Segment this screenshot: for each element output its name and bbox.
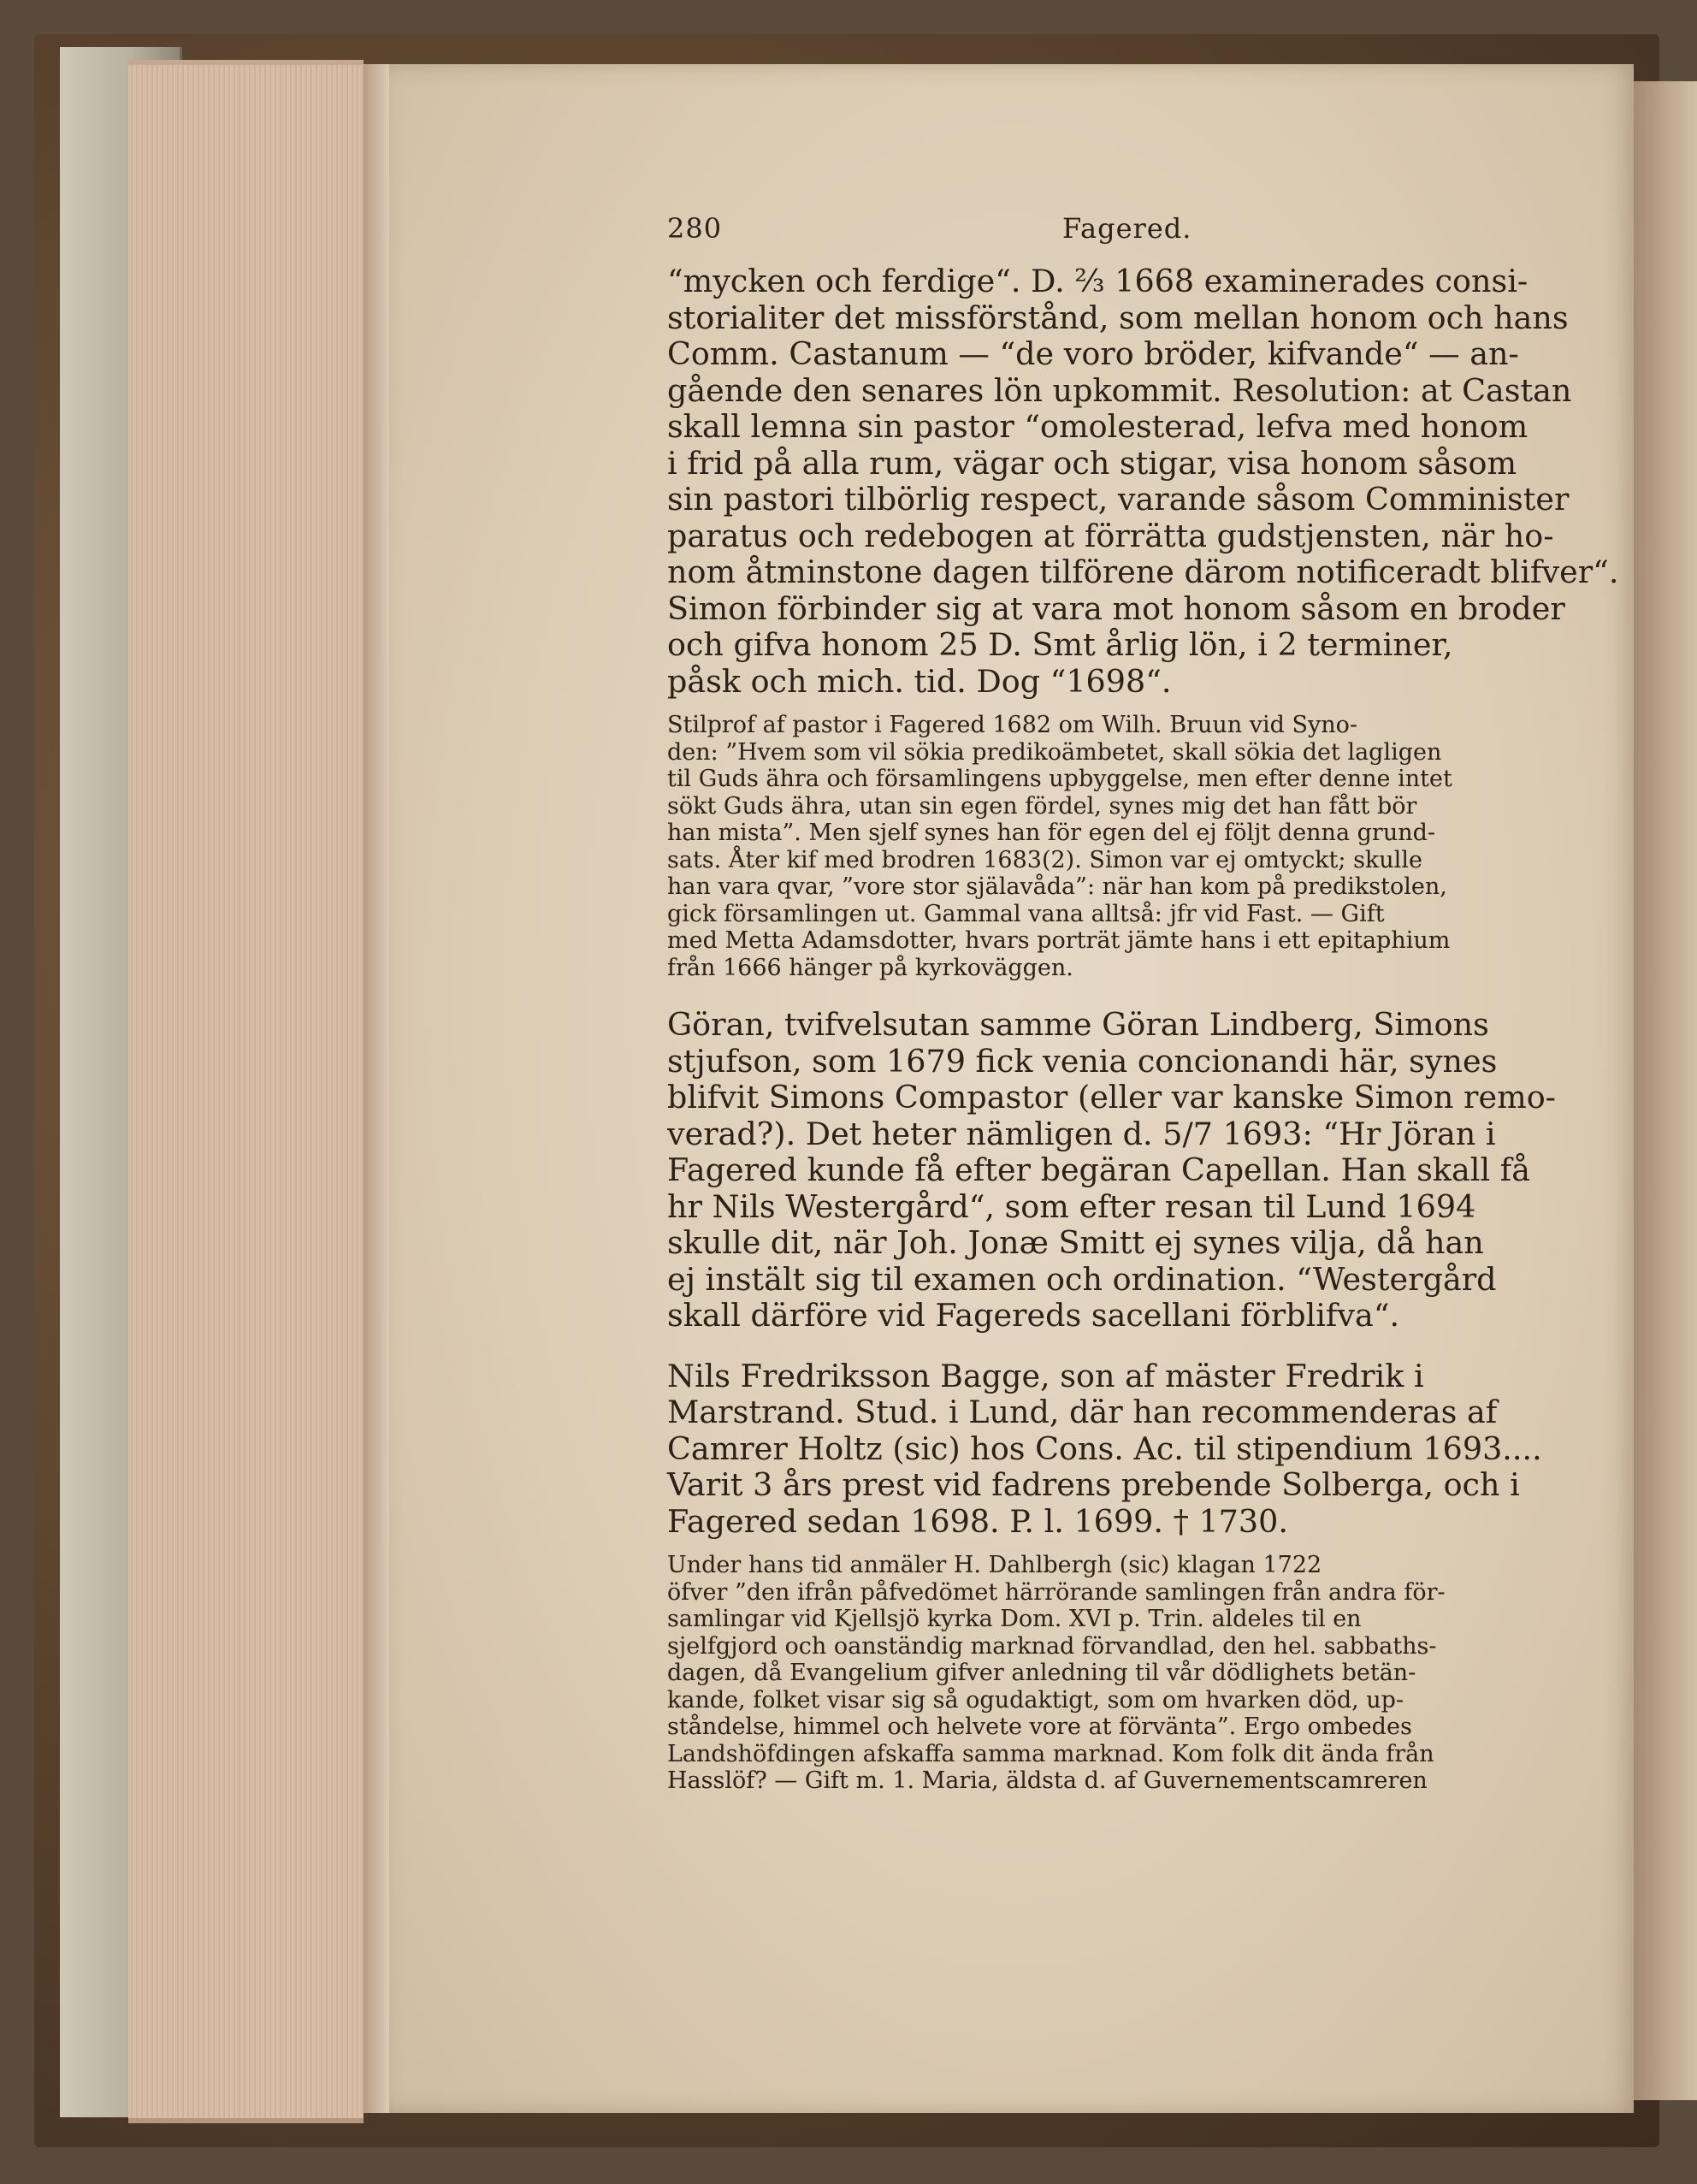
note-line: han mista”. Men sjelf synes han för egen del ej följt denna grund- [667, 820, 1436, 846]
text-line: Nils Fredriksson Bagge, son af mäster Fredrik i [667, 1357, 1424, 1394]
text-line: Marstrand. Stud. i Lund, där han recommenderas af [667, 1394, 1498, 1430]
paragraph-goran [667, 1007, 1574, 1335]
text-line: ej instält sig til examen och ordination. “Westergård [667, 1260, 1497, 1298]
note-line: sjelfgjord och oanständig marknad förvandlad, den hel. sabbaths- [667, 1632, 1437, 1660]
note-line: Hasslöf? — Gift m. 1. Maria, äldsta d. af Guvernementscamreren [667, 1767, 1428, 1794]
note-line: gick församlingen ut. Gammal vana alltså: jfr vid Fast. — Gift [667, 900, 1385, 927]
text-line: skall lemna sin pastor “omolesterad, lefva med honom [667, 408, 1528, 445]
spacer [667, 1335, 1574, 1358]
text-line: sin pastori tilbörlig respect, varande såsom Comminister [667, 481, 1570, 518]
page-block-edge [128, 60, 364, 2123]
note-line: sökt Guds ähra, utan sin egen fördel, synes mig det han fått bör [667, 792, 1417, 820]
text-line: “mycken och ferdige“. D. ⅔ 1668 examinerades consi- [667, 263, 1528, 299]
note-line: från 1666 hänger på kyrkoväggen. [667, 954, 1073, 981]
note-nils [667, 1552, 1574, 1795]
text-line: Varit 3 års prest vid fadrens prebende Solberga, och i [667, 1466, 1520, 1503]
page-number: 280 [667, 212, 723, 245]
text-line: Comm. Castanum — “de voro bröder, kifvande“ — an- [667, 335, 1519, 372]
text-line: verad?). Det heter nämligen d. 5/7 1693: “Hr Jöran i [667, 1115, 1496, 1152]
note-line: öfver ”den ifrån påfvedömet härrörande samlingen från andra för- [667, 1578, 1446, 1606]
text-line: blifvit Simons Compastor (eller var kanske Simon remo- [667, 1079, 1557, 1116]
text-line: och gifva honom 25 D. Smt årlig lön, i 2 terminer, [667, 626, 1453, 663]
note-simon [667, 712, 1574, 981]
note-line: ståndelse, himmel och helvete vore at förvänta”. Ergo ombedes [667, 1713, 1412, 1740]
note-line: Under hans tid anmäler H. Dahlbergh (sic) klagan 1722 [667, 1552, 1322, 1578]
text-line: gående den senares lön upkommit. Resolution: at Castan [667, 371, 1572, 409]
note-line: Stilprof af pastor i Fagered 1682 om Wilh. Bruun vid Syno- [667, 712, 1357, 738]
text-line: stjufson, som 1679 fick venia concionandi här, synes [667, 1042, 1498, 1080]
text-line: nom åtminstone dagen tilförene därom notificeradt blifver“. [667, 553, 1619, 590]
note-line: med Metta Adamsdotter, hvars porträt jämte hans i ett epitaphium [667, 927, 1451, 954]
note-line: til Guds ähra och församlingens upbyggelse, men efter denne intet [667, 766, 1452, 792]
paragraph-nils [667, 1358, 1574, 1541]
text-line: Fagered sedan 1698. P. l. 1699. † 1730. [667, 1502, 1288, 1540]
running-title: Fagered. [1062, 212, 1192, 245]
text-line: påsk och mich. tid. Dog “1698“. [667, 662, 1172, 700]
text-line: Fagered kunde få efter begäran Capellan. Han skall få [667, 1151, 1531, 1188]
text-line: skall därföre vid Fagereds sacellani förblifva“. [667, 1297, 1400, 1334]
note-line: dagen, då Evangelium gifver anledning til vår dödlighets betän- [667, 1660, 1416, 1686]
note-line: sats. Åter kif med brodren 1683(2). Simon var ej omtyckt; skulle [667, 846, 1422, 873]
note-line: den: ”Hvem som vil sökia predikoämbetet, skall sökia det lagligen [667, 738, 1442, 766]
text-line: hr Nils Westergård“, som efter resan til Lund 1694 [667, 1187, 1476, 1225]
text-line: i frid på alla rum, vägar och stigar, visa honom såsom [667, 444, 1517, 482]
text-line: storialiter det missförstånd, som mellan honom och hans [667, 299, 1569, 336]
page-gutter [364, 64, 389, 2113]
spacer [667, 981, 1574, 1007]
page-text [667, 212, 1619, 1795]
note-line: kande, folket visar sig så ogudaktigt, som om hvarken död, up- [667, 1686, 1404, 1713]
paragraph-simon [667, 263, 1619, 700]
text-line: Göran, tvifvelsutan samme Göran Lindberg, Simons [667, 1006, 1489, 1043]
text-line: skulle dit, när Joh. Jonæ Smitt ej synes vilja, då han [667, 1224, 1484, 1261]
text-line: paratus och redebogen at förrätta gudstjensten, när ho- [667, 517, 1554, 554]
note-line: Landshöfdingen afskaffa samma marknad. Kom folk dit ända från [667, 1740, 1434, 1767]
running-header [667, 212, 1574, 263]
note-line: han vara qvar, ”vore stor själavåda”: när han kom på predikstolen, [667, 873, 1447, 900]
facing-page-edge [1634, 81, 1697, 2100]
text-line: Camrer Holtz (sic) hos Cons. Ac. til stipendium 1693.... [667, 1429, 1542, 1467]
text-line: Simon förbinder sig at vara mot honom såsom en broder [667, 589, 1565, 627]
note-line: samlingar vid Kjellsjö kyrka Dom. XVI p. Trin. aldeles til en [667, 1606, 1362, 1632]
